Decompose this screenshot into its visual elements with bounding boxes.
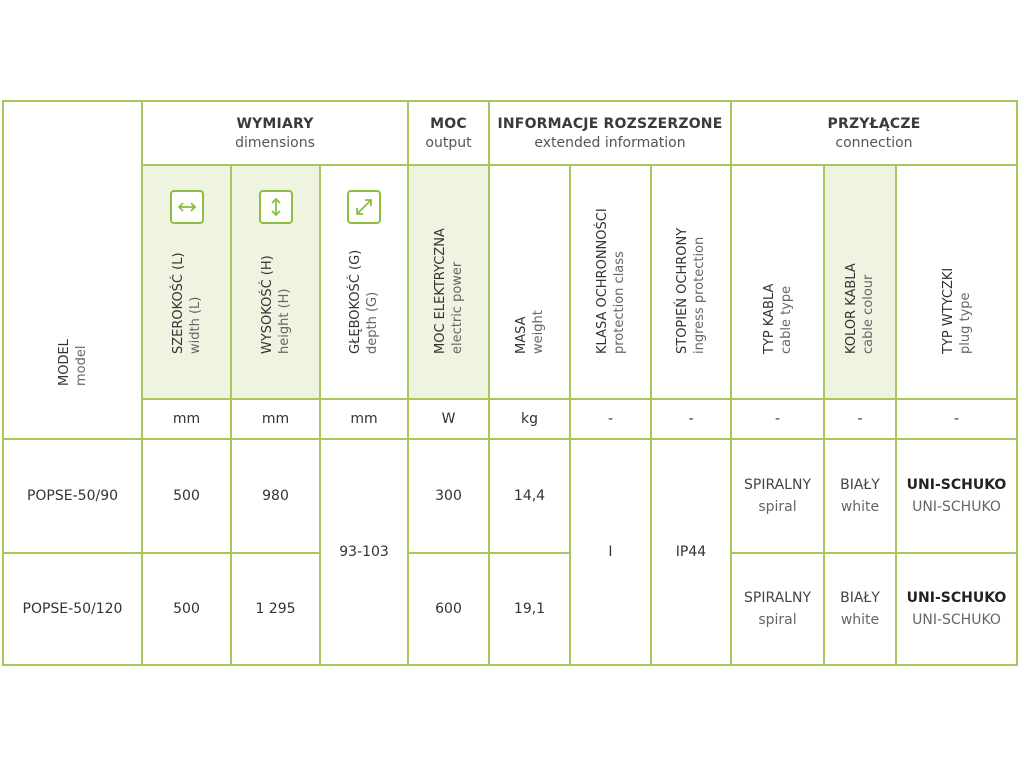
unit-depth: mm — [321, 400, 409, 440]
unit-ingress: - — [652, 400, 732, 440]
plug-type-label: TYP WTYCZKI — [940, 267, 956, 354]
row2-model: POPSE-50/120 — [4, 554, 143, 664]
row2-plug-pl: UNI-SCHUKO — [906, 590, 1007, 606]
col-header-cable-colour — [825, 166, 897, 400]
row1-plug — [897, 440, 1016, 554]
row1-cable-type-en: spiral — [758, 499, 797, 515]
col-header-cable-type — [732, 166, 825, 400]
extended-info-label-en: extended information — [534, 134, 686, 151]
weight-label-en: weight — [530, 310, 546, 354]
row2-power: 600 — [409, 554, 490, 664]
weight-label: MASA — [513, 316, 529, 354]
extended-info-group-header — [490, 102, 732, 166]
row1-width: 500 — [143, 440, 232, 554]
connection-label: PRZYŁĄCZE — [827, 115, 921, 132]
width-label: SZEROKOŚĆ (L) — [170, 252, 186, 354]
dimensions-label-en: dimensions — [235, 134, 315, 151]
col-header-depth — [321, 166, 409, 400]
height-label-en: height (H) — [276, 288, 292, 354]
shared-ingress: IP44 — [652, 440, 732, 664]
unit-power: W — [409, 400, 490, 440]
row1-cable-type — [732, 440, 825, 554]
row2-cable-colour-en: white — [840, 612, 880, 628]
row2-cable-type-pl: SPIRALNY — [743, 590, 812, 606]
row1-height: 980 — [232, 440, 321, 554]
connection-group-header — [732, 102, 1016, 166]
unit-weight: kg — [490, 400, 571, 440]
model-header — [4, 102, 143, 440]
row1-plug-pl: UNI-SCHUKO — [906, 477, 1007, 493]
unit-protection-class: - — [571, 400, 652, 440]
unit-cable-type: - — [732, 400, 825, 440]
connection-label-en: connection — [835, 134, 913, 151]
row1-cable-colour — [825, 440, 897, 554]
extended-info-label: INFORMACJE ROZSZERZONE — [497, 115, 723, 132]
row1-weight: 14,4 — [490, 440, 571, 554]
unit-width: mm — [143, 400, 232, 440]
protection-class-label: KLASA OCHRONNOŚCI — [594, 208, 610, 354]
row1-power: 300 — [409, 440, 490, 554]
col-header-height — [232, 166, 321, 400]
cable-type-label-en: cable type — [778, 285, 794, 354]
cable-colour-label: KOLOR KABLA — [844, 263, 859, 354]
col-header-weight — [490, 166, 571, 400]
dimensions-group-header — [143, 102, 409, 166]
row2-cable-type-en: spiral — [758, 612, 797, 628]
row2-cable-type — [732, 554, 825, 664]
diagonal-arrows-icon — [347, 190, 381, 224]
protection-class-label-en: protection class — [611, 251, 627, 354]
row1-model: POPSE-50/90 — [4, 440, 143, 554]
row1-cable-colour-pl: BIAŁY — [840, 477, 880, 493]
height-label: WYSOKOŚĆ (H) — [259, 255, 275, 354]
power-label: MOC ELEKTRYCZNA — [432, 228, 448, 354]
unit-height: mm — [232, 400, 321, 440]
depth-label: GŁĘBOKOŚĆ (G) — [348, 249, 363, 354]
col-header-plug-type — [897, 166, 1016, 400]
row1-cable-type-pl: SPIRALNY — [743, 477, 812, 493]
unit-plug-type: - — [897, 400, 1016, 440]
output-group-header — [409, 102, 490, 166]
row2-cable-colour-pl: BIAŁY — [840, 590, 880, 606]
row2-height: 1 295 — [232, 554, 321, 664]
model-header-label: MODEL — [56, 339, 72, 386]
output-label: MOC — [430, 115, 467, 132]
row2-plug-en: UNI-SCHUKO — [912, 612, 1001, 628]
model-header-label-en: model — [73, 345, 89, 386]
cable-colour-label-en: cable colour — [861, 274, 876, 354]
shared-depth: 93-103 — [321, 440, 409, 664]
row2-width: 500 — [143, 554, 232, 664]
row1-plug-en: UNI-SCHUKO — [912, 499, 1001, 515]
row2-weight: 19,1 — [490, 554, 571, 664]
col-header-power — [409, 166, 490, 400]
plug-type-label-en: plug type — [957, 292, 973, 354]
row1-cable-colour-en: white — [840, 499, 880, 515]
unit-cable-colour: - — [825, 400, 897, 440]
row2-cable-colour — [825, 554, 897, 664]
vertical-arrows-icon — [259, 190, 293, 224]
cable-type-label: TYP KABLA — [761, 283, 777, 354]
power-label-en: electric power — [449, 261, 465, 354]
horizontal-arrows-icon — [170, 190, 204, 224]
spec-table — [2, 100, 1018, 666]
output-label-en: output — [425, 134, 472, 151]
depth-label-en: depth (G) — [365, 291, 380, 354]
shared-protection-class: I — [571, 440, 652, 664]
col-header-protection-class — [571, 166, 652, 400]
width-label-en: width (L) — [187, 296, 203, 354]
row2-plug — [897, 554, 1016, 664]
ingress-label: STOPIEŃ OCHRONY — [675, 227, 690, 354]
dimensions-label: WYMIARY — [236, 115, 314, 132]
ingress-label-en: ingress protection — [692, 236, 707, 354]
col-header-ingress — [652, 166, 732, 400]
col-header-width — [143, 166, 232, 400]
